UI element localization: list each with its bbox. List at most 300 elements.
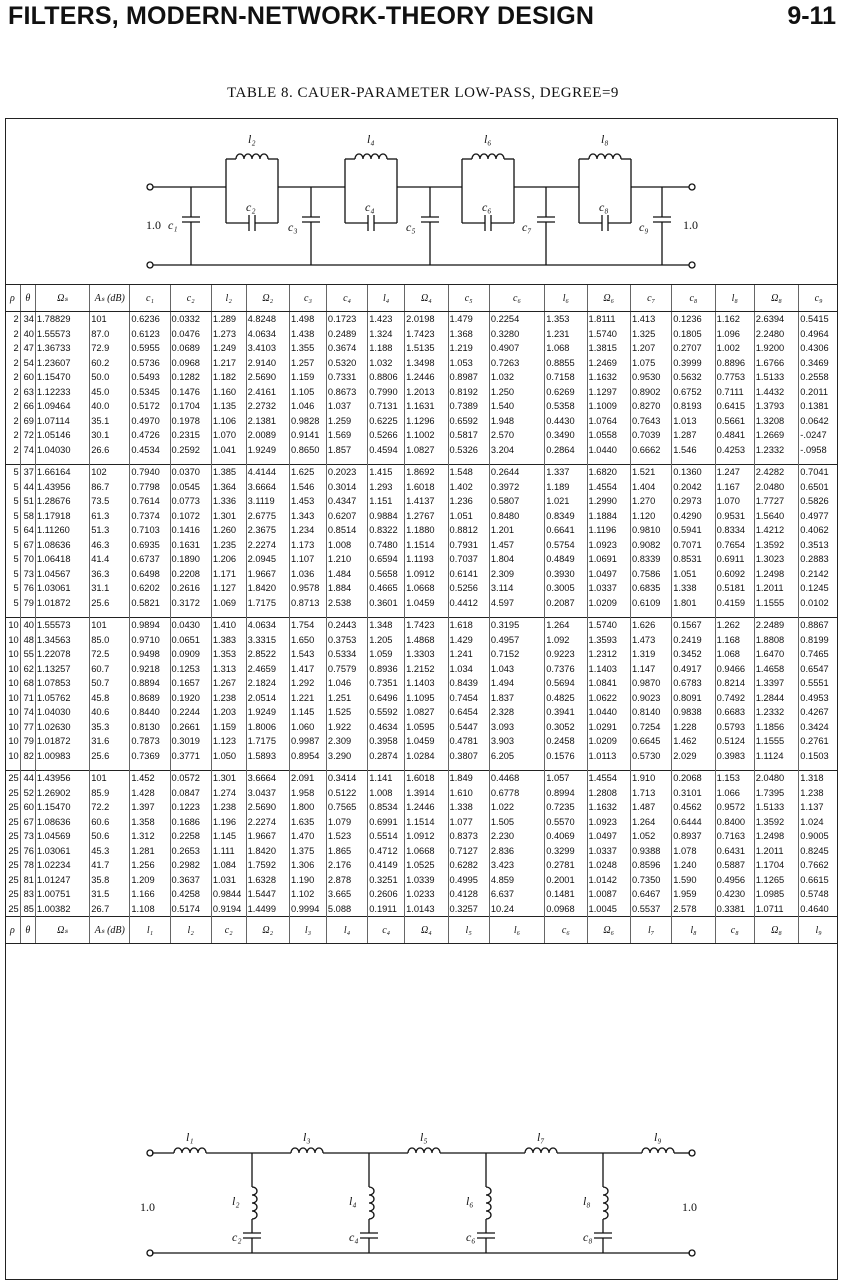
spacer-cell — [545, 763, 587, 771]
table-cell: 1.546 — [290, 480, 327, 495]
table-cell: 0.7127 — [448, 844, 489, 859]
table-cell: 1.107 — [290, 552, 327, 567]
table-cell: 26.6 — [90, 443, 130, 458]
table-cell: 1.264 — [545, 618, 587, 633]
table-cell: 1.3593 — [587, 633, 630, 648]
table-row — [5, 691, 838, 706]
table-cell: 0.3941 — [545, 705, 587, 720]
table-cell: 2.6394 — [754, 312, 799, 327]
table-cell: 26.7 — [90, 902, 130, 917]
spacer-cell — [90, 763, 130, 771]
table-cell: 1.0595 — [405, 720, 448, 735]
table-cell: 1.08636 — [35, 538, 89, 553]
table-cell: 0.4347 — [326, 494, 367, 509]
table-cell: 101 — [90, 771, 130, 786]
table-cell: 1.3303 — [405, 647, 448, 662]
table-cell: 2 — [13, 444, 19, 455]
table-cell: 0.8902 — [630, 385, 671, 400]
spacer-cell — [405, 763, 448, 771]
table-cell: 0.7331 — [326, 370, 367, 385]
top-rin-label: 1.0 — [146, 218, 161, 232]
table-cell: 1.070 — [715, 494, 754, 509]
table-cell: 1.293 — [368, 480, 405, 495]
table-cell: 1.06418 — [35, 552, 89, 567]
table-cell: 85 — [20, 902, 35, 917]
bottom-l9-label: l₉ — [654, 1130, 662, 1144]
spacer-cell — [290, 763, 327, 771]
table-cell: 0.5345 — [130, 385, 170, 400]
table-cell: 0.6092 — [715, 567, 754, 582]
table-cell: 1.1632 — [587, 800, 630, 815]
table-cell: 0.8400 — [715, 815, 754, 830]
table-cell: 1.5640 — [754, 509, 799, 524]
top-c7-label: c₇ — [522, 220, 532, 234]
table-cell: 1.301 — [211, 771, 246, 786]
table-cell: 0.9194 — [211, 902, 246, 917]
table-cell: 10 — [5, 618, 20, 633]
table-cell: 1.6018 — [405, 771, 448, 786]
table-cell: 4.0634 — [246, 618, 289, 633]
table-cell: 0.9005 — [799, 829, 838, 844]
table-cell: 5 — [13, 554, 19, 565]
table-cell: 0.1416 — [170, 523, 211, 538]
table-cell: 1.0827 — [405, 705, 448, 720]
bottom-circuit-schematic — [6, 1125, 837, 1279]
table-cell: 10 — [8, 634, 19, 645]
table-cell: 0.7158 — [545, 370, 587, 385]
table-cell: 0.3807 — [448, 749, 489, 764]
table-cell: 0.5694 — [545, 676, 587, 691]
table-cell: 0.8480 — [489, 509, 544, 524]
column-header: θ — [20, 917, 35, 944]
table-cell: 82 — [20, 749, 35, 764]
table-cell: 1.111 — [211, 844, 246, 859]
table-cell: 1.234 — [290, 523, 327, 538]
table-cell: 1.15470 — [35, 370, 89, 385]
table-cell: 0.2616 — [170, 581, 211, 596]
table-cell: 1.494 — [489, 676, 544, 691]
table-cell: 0.9828 — [290, 414, 327, 429]
table-cell: 0.9987 — [290, 734, 327, 749]
table-cell: 0.3195 — [489, 618, 544, 633]
table-cell: 0.4594 — [368, 443, 405, 458]
table-cell: 0.7798 — [130, 480, 170, 495]
table-cell: 1.837 — [489, 691, 544, 706]
table-cell: 0.1476 — [170, 385, 211, 400]
table-cell: 0.9082 — [630, 538, 671, 553]
table-cell: 0.0476 — [170, 327, 211, 342]
table-cell: 1.1631 — [405, 399, 448, 414]
table-cell: 1.02234 — [35, 858, 89, 873]
table-cell: 1.267 — [211, 676, 246, 691]
spacer-cell — [715, 763, 754, 771]
table-cell: 1.423 — [368, 312, 405, 327]
table-cell: 1.884 — [326, 581, 367, 596]
table-cell: 0.5326 — [448, 443, 489, 458]
table-cell: 0.3251 — [368, 873, 405, 888]
table-cell: 0.7111 — [715, 385, 754, 400]
table-cell: 1.173 — [290, 538, 327, 553]
bottom-l1-label: l₁ — [186, 1130, 194, 1144]
table-cell: 0.7465 — [799, 647, 838, 662]
table-cell: 1.43956 — [35, 480, 89, 495]
table-cell: 0.2001 — [545, 873, 587, 888]
table-cell: 0.4841 — [715, 428, 754, 443]
table-cell: 1.6766 — [754, 356, 799, 371]
table-cell: 41.7 — [90, 858, 130, 873]
table-cell: 0.8193 — [672, 399, 715, 414]
table-cell: 1.1514 — [405, 815, 448, 830]
table-cell: 10 — [8, 707, 19, 718]
table-cell: 0.2864 — [545, 443, 587, 458]
table-cell: 2.0198 — [405, 312, 448, 327]
table-row — [5, 734, 838, 749]
table-cell: 40.0 — [90, 399, 130, 414]
group-separator — [5, 763, 838, 771]
table-cell: 1.0440 — [587, 443, 630, 458]
table-cell: 2 — [13, 401, 19, 412]
table-cell: 1.2498 — [754, 829, 799, 844]
table-cell: 0.7492 — [715, 691, 754, 706]
spacer-cell — [672, 610, 715, 618]
table-cell: 0.3771 — [170, 749, 211, 764]
table-cell: 0.5334 — [326, 647, 367, 662]
table-cell: 1.452 — [130, 771, 170, 786]
table-cell: 30.1 — [90, 428, 130, 443]
table-cell: 0.2653 — [170, 844, 211, 859]
table-cell: 0.5551 — [799, 676, 838, 691]
table-cell: 1.022 — [489, 800, 544, 815]
table-cell: 1.353 — [211, 647, 246, 662]
top-l6-label: l₆ — [484, 132, 492, 146]
table-cell: 0.6415 — [715, 399, 754, 414]
table-cell: 0.7037 — [448, 552, 489, 567]
column-header: l₄ — [326, 917, 367, 944]
table-row — [5, 428, 838, 443]
table-cell: 1.3914 — [405, 786, 448, 801]
table-cell: 5 — [13, 539, 19, 550]
table-cell: 1.257 — [290, 356, 327, 371]
table-row — [5, 341, 838, 356]
table-cell: 1.068 — [545, 341, 587, 356]
table-cell: 1.540 — [489, 399, 544, 414]
table-cell: 0.5592 — [368, 705, 405, 720]
table-cell: 77 — [20, 720, 35, 735]
table-cell: 1.473 — [630, 633, 671, 648]
table-cell: 0.2489 — [326, 327, 367, 342]
table-cell: 0.3999 — [672, 356, 715, 371]
table-cell: 1.625 — [290, 465, 327, 480]
table-cell: 2.570 — [489, 428, 544, 443]
spacer-cell — [130, 457, 170, 465]
column-header: c₆ — [545, 917, 587, 944]
table-cell: 1.353 — [545, 312, 587, 327]
table-cell: 1.3815 — [587, 341, 630, 356]
table-cell: 1.09464 — [35, 399, 89, 414]
table-cell: 1.171 — [211, 567, 246, 582]
bottom-l3-label: l₃ — [303, 1130, 311, 1144]
table-cell: 1.470 — [290, 829, 327, 844]
column-header: Ω₆ — [587, 285, 630, 312]
table-cell: 0.9578 — [290, 581, 327, 596]
table-cell: 1.0209 — [587, 596, 630, 611]
table-cell: 1.336 — [211, 494, 246, 509]
table-cell: 1.159 — [290, 370, 327, 385]
table-cell: 1.6328 — [246, 873, 289, 888]
table-cell: 3.093 — [489, 720, 544, 735]
table-cell: 1.153 — [715, 771, 754, 786]
table-cell: 1.03061 — [35, 581, 89, 596]
table-cell: 2.2732 — [246, 399, 289, 414]
table-cell: 54 — [20, 356, 35, 371]
table-cell: 0.4726 — [130, 428, 170, 443]
table-cell: 1.6820 — [587, 465, 630, 480]
column-header: l₆ — [489, 917, 544, 944]
bottom-l6-label: l₆ — [466, 1194, 474, 1208]
spacer-cell — [448, 457, 489, 465]
column-header: l₈ — [672, 917, 715, 944]
table-cell: 1.077 — [448, 815, 489, 830]
table-cell: 0.7654 — [715, 538, 754, 553]
column-header: c₄ — [368, 917, 405, 944]
table-cell: 1.250 — [489, 385, 544, 400]
table-cell: 25 — [8, 889, 19, 900]
table-cell: 1.210 — [326, 552, 367, 567]
table-cell: 1.479 — [448, 312, 489, 327]
table-row — [5, 720, 838, 735]
table-cell: 10 — [8, 649, 19, 660]
table-cell: -.0247 — [799, 428, 838, 443]
table-cell: 102 — [90, 465, 130, 480]
table-cell: 0.5661 — [715, 414, 754, 429]
table-cell: 1.2332 — [754, 705, 799, 720]
table-cell: 0.4634 — [368, 720, 405, 735]
table-cell: 1.127 — [211, 581, 246, 596]
table-cell: 1.205 — [368, 633, 405, 648]
table-cell: 60 — [20, 800, 35, 815]
spacer-cell — [754, 610, 799, 618]
spacer-cell — [290, 457, 327, 465]
table-cell: 2.5690 — [246, 800, 289, 815]
table-cell: 0.0430 — [170, 618, 211, 633]
table-row — [5, 902, 838, 917]
table-cell: 1.0209 — [587, 734, 630, 749]
table-cell: 0.7940 — [130, 465, 170, 480]
table-cell: 1.0912 — [405, 567, 448, 582]
table-cell: 35.3 — [90, 720, 130, 735]
column-header: Ω₈ — [754, 285, 799, 312]
table-row — [5, 705, 838, 720]
table-row — [5, 385, 838, 400]
table-cell: 1.34563 — [35, 633, 89, 648]
table-cell: 1.281 — [130, 844, 170, 859]
table-cell: 0.4430 — [545, 414, 587, 429]
table-cell: 1.0087 — [587, 887, 630, 902]
spacer-cell — [587, 610, 630, 618]
table-cell: 0.4964 — [799, 327, 838, 342]
column-header: Ω₂ — [246, 285, 289, 312]
table-cell: 51 — [20, 494, 35, 509]
table-cell: 0.1072 — [170, 509, 211, 524]
table-cell: 5 — [13, 496, 19, 507]
table-cell: 45.3 — [90, 844, 130, 859]
table-cell: 1.0440 — [587, 705, 630, 720]
table-cell: 1.1704 — [754, 858, 799, 873]
table-cell: 1.2011 — [754, 844, 799, 859]
table-cell: 0.8867 — [799, 618, 838, 633]
table-cell: 1.0143 — [405, 902, 448, 917]
table-cell: 0.1631 — [170, 538, 211, 553]
table-cell: 0.5447 — [448, 720, 489, 735]
table-cell: 4.859 — [489, 873, 544, 888]
table-cell: 1.3208 — [754, 414, 799, 429]
spacer-cell — [754, 763, 799, 771]
table-cell: 67 — [20, 538, 35, 553]
column-header: Ω₄ — [405, 285, 448, 312]
table-cell: 0.7103 — [130, 523, 170, 538]
table-cell: 0.3101 — [672, 786, 715, 801]
table-cell: 0.0572 — [170, 771, 211, 786]
table-cell: 1.052 — [630, 829, 671, 844]
table-cell: 1.368 — [448, 327, 489, 342]
table-cell: 1.355 — [290, 341, 327, 356]
table-cell: 1.610 — [448, 786, 489, 801]
table-cell: 0.5821 — [130, 596, 170, 611]
table-cell: 3.1119 — [246, 494, 289, 509]
table-cell: 0.7071 — [672, 538, 715, 553]
table-cell: 73 — [20, 829, 35, 844]
top-c3-label: c₃ — [288, 220, 298, 234]
table-cell: -.0958 — [799, 443, 838, 458]
table-cell: 1.525 — [326, 705, 367, 720]
table-cell: 1.00382 — [35, 902, 89, 917]
table-cell: 1.301 — [211, 509, 246, 524]
table-cell: 2.309 — [489, 567, 544, 582]
table-cell: 25 — [8, 874, 19, 885]
table-cell: 1.306 — [290, 858, 327, 873]
table-row — [5, 815, 838, 830]
table-cell: 45.8 — [90, 691, 130, 706]
table-cell: 1.238 — [211, 800, 246, 815]
spacer-cell — [170, 763, 211, 771]
table-cell: 0.3930 — [545, 567, 587, 582]
table-cell: 66 — [20, 399, 35, 414]
table-cell: 1.07114 — [35, 414, 89, 429]
table-cell: 1.1884 — [587, 509, 630, 524]
table-cell: 0.5493 — [130, 370, 170, 385]
table-cell: 1.626 — [630, 618, 671, 633]
table-cell: 0.8140 — [630, 705, 671, 720]
table-cell: 1.4137 — [405, 494, 448, 509]
table-cell: 1.02630 — [35, 720, 89, 735]
table-cell: 1.032 — [368, 356, 405, 371]
table-cell: 0.8994 — [545, 786, 587, 801]
table-cell: 3.6664 — [246, 771, 289, 786]
table-cell: 1.053 — [448, 356, 489, 371]
table-cell: 1.050 — [211, 749, 246, 764]
top-c9-label: c₉ — [639, 220, 649, 234]
table-cell: 0.3601 — [368, 596, 405, 611]
table-cell: 0.5658 — [368, 567, 405, 582]
table-cell: 1.0142 — [587, 873, 630, 888]
table-cell: 60.7 — [90, 662, 130, 677]
spacer-cell — [35, 610, 89, 618]
table-cell: 1.256 — [130, 858, 170, 873]
top-l4-label: l₄ — [367, 132, 375, 146]
table-cell: 0.2087 — [545, 596, 587, 611]
column-header: Aₛ (dB) — [90, 285, 130, 312]
table-cell: 1.123 — [211, 734, 246, 749]
table-cell: 1.241 — [448, 647, 489, 662]
table-cell: 1.7175 — [246, 734, 289, 749]
table-cell: 1.01872 — [35, 596, 89, 611]
spacer-cell — [90, 610, 130, 618]
table-cell: 1.046 — [326, 676, 367, 691]
table-cell: 1.0291 — [587, 720, 630, 735]
table-cell: 25.6 — [90, 749, 130, 764]
table-cell: 0.8531 — [672, 552, 715, 567]
bottom-l7-label: l₇ — [537, 1130, 545, 1144]
table-cell: 0.8349 — [545, 509, 587, 524]
table-cell: 1.238 — [799, 786, 838, 801]
table-cell: 0.7039 — [630, 428, 671, 443]
table-cell: 0.2315 — [170, 428, 211, 443]
table-cell: 1.5133 — [754, 370, 799, 385]
table-cell: 0.1657 — [170, 676, 211, 691]
table-cell: 1.1296 — [405, 414, 448, 429]
table-cell: 2.9140 — [246, 356, 289, 371]
table-cell: 69 — [20, 414, 35, 429]
table-cell: 1.066 — [715, 786, 754, 801]
table-cell: 1.1297 — [587, 385, 630, 400]
table-cell: 0.0773 — [170, 494, 211, 509]
table-cell: 1.0113 — [587, 749, 630, 764]
table-cell: 0.8199 — [799, 633, 838, 648]
table-cell: 1.135 — [211, 399, 246, 414]
spacer-cell — [405, 610, 448, 618]
table-cell: 1.590 — [672, 873, 715, 888]
table-cell: 1.9200 — [754, 341, 799, 356]
table-cell: 1.6470 — [754, 647, 799, 662]
table-cell: 0.6282 — [448, 858, 489, 873]
table-cell: 34 — [20, 312, 35, 327]
table-cell: 1.221 — [290, 691, 327, 706]
column-header: ρ — [5, 285, 20, 312]
table-cell: 0.2973 — [672, 494, 715, 509]
table-cell: 1.105 — [290, 385, 327, 400]
table-cell: 2 — [13, 343, 19, 354]
table-cell: 1.0497 — [587, 567, 630, 582]
spacer-cell — [211, 610, 246, 618]
table-cell: 1.5893 — [246, 749, 289, 764]
table-cell: 1.324 — [368, 327, 405, 342]
column-header: l₃ — [290, 917, 327, 944]
table-cell: 1.7175 — [246, 596, 289, 611]
table-cell: 1.1002 — [405, 428, 448, 443]
table-cell: 1.26902 — [35, 786, 89, 801]
table-cell: 0.7454 — [448, 691, 489, 706]
table-cell: 0.3381 — [715, 902, 754, 917]
table-cell: 1.102 — [290, 887, 327, 902]
table-cell: 0.7263 — [489, 356, 544, 371]
table-cell: 72 — [20, 428, 35, 443]
column-header: c₈ — [672, 285, 715, 312]
spacer-cell — [545, 610, 587, 618]
table-cell: 1.274 — [211, 786, 246, 801]
table-cell: 1.0248 — [587, 858, 630, 873]
table-cell: 1.141 — [368, 771, 405, 786]
table-cell: 3.204 — [489, 443, 544, 458]
